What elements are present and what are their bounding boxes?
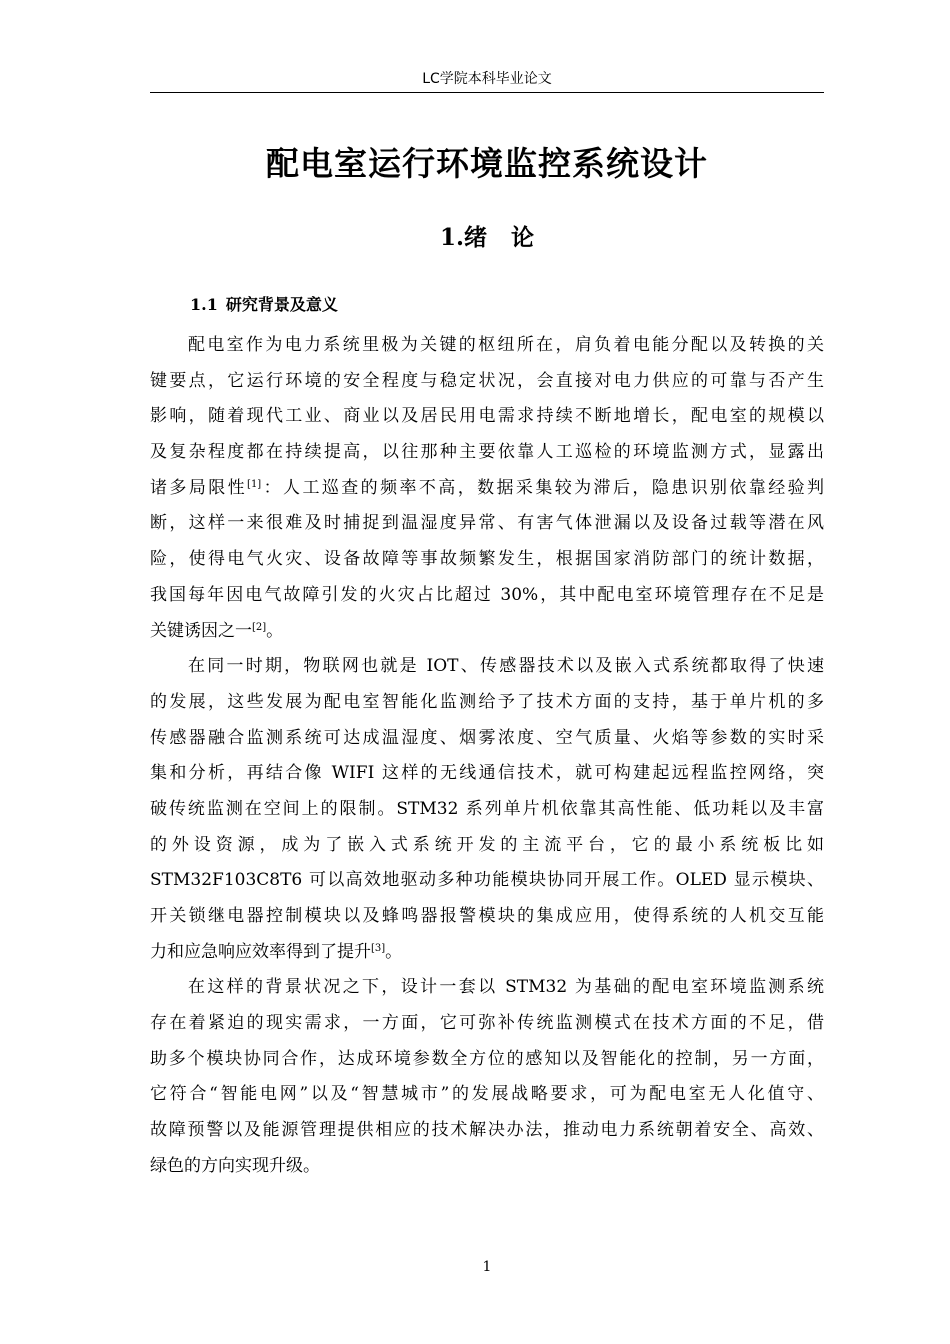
section-heading [190,293,338,317]
paragraph-2-line-1: 在同一时期，物联网也就是 IOT、传感器技术以及嵌入式系统都取得了快速 [188,656,824,677]
page-number: 1 [482,1259,492,1275]
citation-2: [2] [252,621,267,633]
paragraph-2-line-7: STM32F103C8T6 可以高效地驱动多种功能模块协同开展工作。OLED 显示模块、 [150,870,824,891]
paragraph-1-line-5 [150,471,824,507]
paragraph-2-line-2: 的发展，这些发展为配电室智能化监测给予了技术方面的支持，基于单片机的多 [150,691,824,712]
paragraph-1-line-4: 及复杂程度都在持续提高，以往那种主要依靠人工巡检的环境监测方式，显露出 [150,442,824,463]
paragraph-2-line-9 [150,935,824,971]
paragraph-3-line-3: 助多个模块协同合作，达成环境参数全方位的感知以及智能化的控制，另一方面， [150,1048,824,1069]
paragraph-1-line-5-b: ：人工巡查的频率不高，数据采集较为滞后，隐患识别依靠经验判 [261,477,825,498]
paragraph-2-line-8: 开关锁继电器控制模块以及蜂鸣器报警模块的集成应用，使得系统的人机交互能 [150,906,824,926]
paragraph-3-line-6: 绿色的方向实现升级。 [150,1155,320,1176]
paragraph-2-line-9-a: 力和应急响应效率得到了提升 [150,941,371,962]
paragraph-2-line-9-b: 。 [385,941,403,962]
paragraph-1-line-2: 键要点，它运行环境的安全程度与稳定状况，会直接对电力供应的可靠与否产生 [150,370,824,391]
paragraph-1-line-1: 配电室作为电力系统里极为关键的枢纽所在，肩负着电能分配以及转换的关 [188,335,824,355]
section-number: 1.1 [190,295,218,314]
paragraph-1-line-3: 影响，随着现代工业、商业以及居民用电需求持续不断地增长，配电室的规模以 [150,406,824,427]
paragraph-1-line-9-a: 关键诱因之一 [150,620,252,641]
citation-1: [1] [247,478,262,490]
paragraph-1-line-8: 我国每年因电气故障引发的火灾占比超过 30%，其中配电室环境管理存在不足是 [150,584,824,605]
paragraph-3-line-4: 它符合“智能电网”以及“智慧城市”的发展战略要求，可为配电室无人化值守、 [150,1084,824,1105]
paragraph-2-line-4: 集和分析，再结合像 WIFI 这样的无线通信技术，就可构建起远程监控网络，突 [150,763,824,784]
document-title: 配电室运行环境监控系统设计 [266,144,708,183]
paragraph-3-line-2: 存在着紧迫的现实需求，一方面，它可弥补传统监测模式在技术方面的不足，借 [150,1013,824,1034]
paragraph-1-line-5-a: 诸多局限性 [150,477,248,498]
section-title: 研究背景及意义 [225,295,338,314]
paragraph-2-line-3: 传感器融合监测系统可达成温湿度、烟雾浓度、空气质量、火焰等参数的实时采 [150,727,824,748]
paragraph-3-line-1: 在这样的背景状况之下，设计一套以 STM32 为基础的配电室环境监测系统 [188,977,824,998]
chapter-heading: 1.绪 论 [439,224,535,251]
paragraph-2-line-6: 的外设资源，成为了嵌入式系统开发的主流平台，它的最小系统板比如 [150,834,824,855]
header-rule [150,92,824,93]
paragraph-1-line-6: 断，这样一来很难及时捕捉到温湿度异常、有害气体泄漏以及设备过载等潜在风 [150,513,824,534]
paragraph-1-line-9 [150,614,824,650]
paragraph-3-line-5: 故障预警以及能源管理提供相应的技术解决办法，推动电力系统朝着安全、高效、 [150,1120,824,1141]
paragraph-2-line-5: 破传统监测在空间上的限制。STM32 系列单片机依靠其高性能、低功耗以及丰富 [150,798,824,819]
body-text [150,328,824,1185]
running-header: LC学院本科毕业论文 [422,71,552,87]
paragraph-1-line-9-b: 。 [266,620,284,641]
paragraph-1-line-7: 险，使得电气火灾、设备故障等事故频繁发生，根据国家消防部门的统计数据， [150,549,824,570]
citation-3: [3] [371,942,386,954]
